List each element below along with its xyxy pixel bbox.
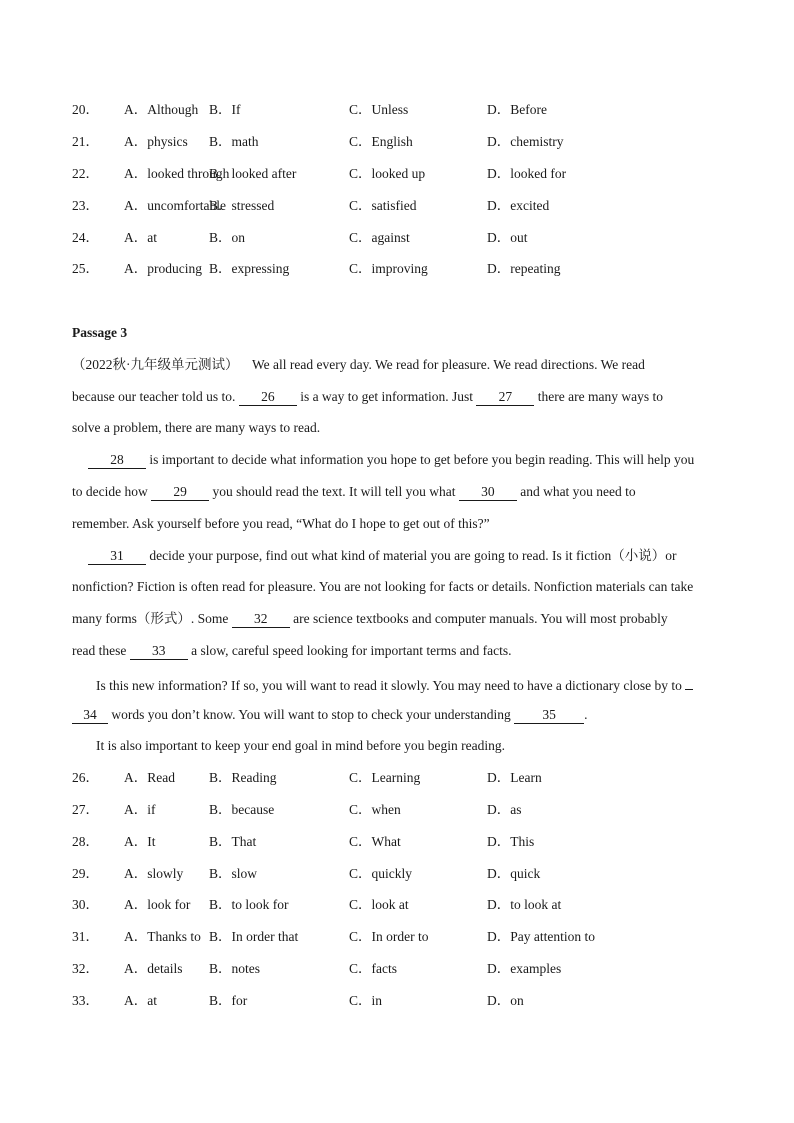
option-c: C．satisfied <box>349 198 417 213</box>
source-tag: （2022秋·九年级单元测试） <box>72 357 239 372</box>
passage-line-10 <box>72 641 722 661</box>
option-d: D．Before <box>487 102 547 117</box>
option-d: D．looked for <box>487 166 567 181</box>
blank-27: 27 <box>476 389 534 406</box>
passage-line-8: nonfiction? Fiction is often read for pleasure. You are not looking for facts or details. Nonfiction materials can take <box>72 579 694 594</box>
blank-31: 31 <box>88 548 146 565</box>
option-c: C．Unless <box>349 102 409 117</box>
option-d: D．repeating <box>487 261 561 276</box>
blank-34: 34 <box>72 707 108 724</box>
option-b: B．Reading <box>209 770 277 785</box>
option-a: A．looked through <box>124 166 230 181</box>
option-b: B．slow <box>209 866 258 881</box>
passage-text: words you don’t know. You will want to stop to check your understanding <box>111 707 511 722</box>
option-a: A．Although <box>124 102 199 117</box>
option-a: A．at <box>124 993 157 1008</box>
option-d: D．Pay attention to <box>487 929 595 944</box>
passage-text: Is this new information? If so, you will want to read it slowly. You may need to have a dictionary close by to <box>96 678 682 693</box>
option-d: D．Learn <box>487 770 542 785</box>
passage-text: you should read the text. It will tell you what <box>212 484 456 499</box>
passage-text: are science textbooks and computer manuals. You will most probably <box>293 611 668 626</box>
option-d: D．to look at <box>487 897 562 912</box>
question-number: 30． <box>72 897 99 912</box>
question-number: 28． <box>72 834 99 849</box>
passage-line-1 <box>72 355 722 375</box>
passage-text: read these <box>72 643 127 658</box>
option-b: B．on <box>209 230 246 245</box>
blank-28: 28 <box>88 452 146 469</box>
passage-line-4 <box>72 450 738 470</box>
passage-text: because our teacher told us to. <box>72 389 236 404</box>
option-a: A．Thanks to <box>124 929 201 944</box>
option-a: A．slowly <box>124 866 184 881</box>
option-d: D．This <box>487 834 535 849</box>
question-number: 24． <box>72 230 99 245</box>
option-d: D．as <box>487 802 522 817</box>
option-a: A．physics <box>124 134 188 149</box>
question-number: 20． <box>72 102 99 117</box>
option-c: C．looked up <box>349 166 426 181</box>
option-a: A．details <box>124 961 183 976</box>
option-d: D．on <box>487 993 524 1008</box>
option-a: A．if <box>124 802 156 817</box>
question-number: 32． <box>72 961 99 976</box>
blank-30: 30 <box>459 484 517 501</box>
passage-line-3: solve a problem, there are many ways to read. <box>72 420 321 435</box>
passage-text: a slow, careful speed looking for important terms and facts. <box>191 643 512 658</box>
option-b: B．In order that <box>209 929 299 944</box>
option-c: C．improving <box>349 261 428 276</box>
option-b: B．because <box>209 802 275 817</box>
passage-text: decide your purpose, find out what kind of material you are going to read. Is it fiction（小说）or <box>149 548 677 563</box>
question-number: 33． <box>72 993 99 1008</box>
option-b: B．That <box>209 834 257 849</box>
option-b: B．If <box>209 102 241 117</box>
passage-line-7 <box>72 546 738 566</box>
passage-line-5 <box>72 482 722 502</box>
passage-line-9 <box>72 609 722 629</box>
option-a: A．producing <box>124 261 202 276</box>
option-b: B．notes <box>209 961 261 976</box>
passage-line-6: remember. Ask yourself before you read, “What do I hope to get out of this?” <box>72 516 490 531</box>
option-b: B．stressed <box>209 198 275 213</box>
option-b: B．math <box>209 134 259 149</box>
option-c: C．In order to <box>349 929 429 944</box>
option-c: C．What <box>349 834 401 849</box>
passage-text: is a way to get information. Just <box>300 389 474 404</box>
option-a: A．uncomfortable <box>124 198 226 213</box>
blank-26: 26 <box>239 389 297 406</box>
passage-text: to decide how <box>72 484 148 499</box>
option-b: B．looked after <box>209 166 297 181</box>
question-number: 23． <box>72 198 99 213</box>
passage-text: We all read every day. We read for pleasure. We read directions. We read <box>252 357 645 372</box>
passage-text: is important to decide what information you hope to get before you begin reading. This will help you <box>149 452 695 467</box>
option-d: D．quick <box>487 866 541 881</box>
question-number: 29． <box>72 866 99 881</box>
option-d: D．out <box>487 230 528 245</box>
option-c: C．look at <box>349 897 409 912</box>
blank-35: 35 <box>514 707 584 724</box>
blank-33: 33 <box>130 643 188 660</box>
question-number: 22． <box>72 166 99 181</box>
option-c: C．Learning <box>349 770 421 785</box>
option-b: B．expressing <box>209 261 290 276</box>
option-b: B．to look for <box>209 897 289 912</box>
passage-text: there are many ways to <box>537 389 663 404</box>
option-c: C．English <box>349 134 413 149</box>
passage-line-11 <box>72 673 746 693</box>
option-a: A．at <box>124 230 157 245</box>
passage-line-2 <box>72 387 722 407</box>
blank-34-start <box>685 673 693 690</box>
option-d: D．chemistry <box>487 134 564 149</box>
question-number: 31． <box>72 929 99 944</box>
question-number: 27． <box>72 802 99 817</box>
blank-32: 32 <box>232 611 290 628</box>
period: . <box>584 707 588 722</box>
passage-line-12 <box>72 705 722 725</box>
option-a: A．look for <box>124 897 191 912</box>
option-d: D．examples <box>487 961 562 976</box>
blank-29: 29 <box>151 484 209 501</box>
option-c: C．when <box>349 802 401 817</box>
passage-text: many forms（形式）. Some <box>72 611 229 626</box>
option-a: A．It <box>124 834 156 849</box>
passage-line-13: It is also important to keep your end goal in mind before you begin reading. <box>96 738 506 753</box>
option-b: B．for <box>209 993 248 1008</box>
passage-heading: Passage 3 <box>72 325 128 340</box>
option-a: A．Read <box>124 770 175 785</box>
passage-text: and what you need to <box>520 484 636 499</box>
option-c: C．against <box>349 230 410 245</box>
option-c: C．quickly <box>349 866 412 881</box>
option-d: D．excited <box>487 198 550 213</box>
question-number: 26． <box>72 770 99 785</box>
option-c: C．in <box>349 993 383 1008</box>
question-number: 21． <box>72 134 99 149</box>
question-number: 25． <box>72 261 99 276</box>
option-c: C．facts <box>349 961 397 976</box>
